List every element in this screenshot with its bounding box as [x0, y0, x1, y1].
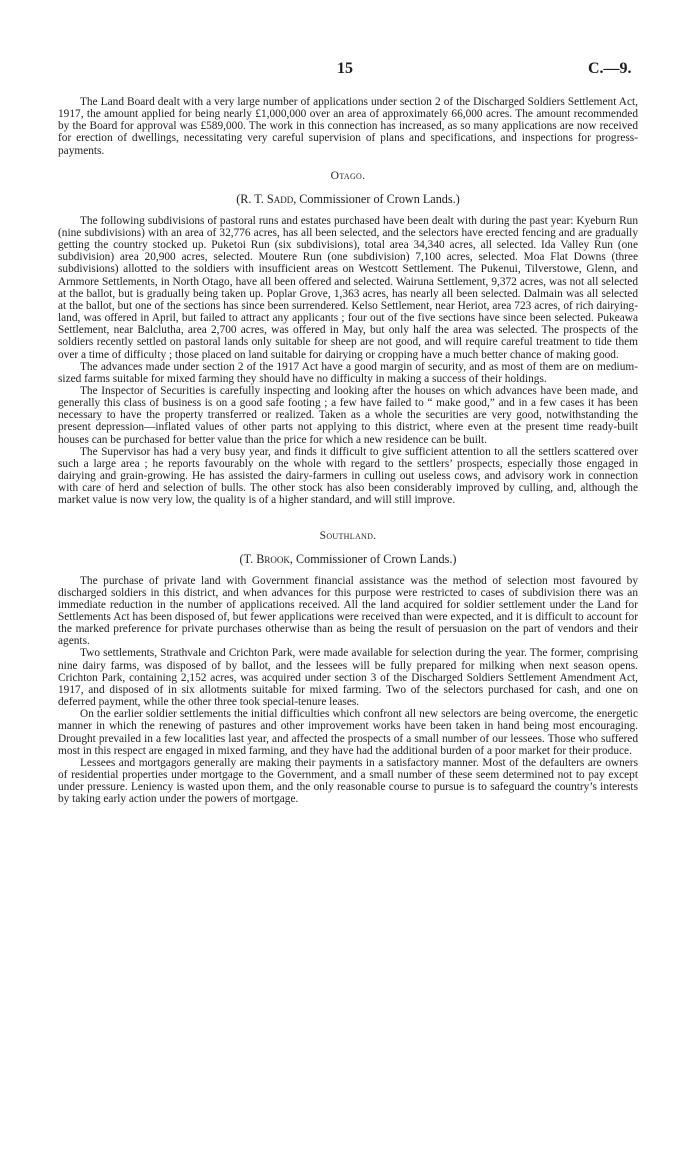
page-number: 15	[337, 60, 353, 77]
spacer	[58, 157, 638, 169]
otago-paragraph-2: The advances made under section 2 of the 1917 Act have a good margin of security, and as most of them are on medium-sized farms suitable for mixed farming they should have no difficulty in making a success of their holdings.	[58, 360, 638, 385]
commissioner-title-otago: , Commissioner of Crown Lands.)	[293, 191, 460, 206]
document-body	[58, 96, 638, 806]
section-southland	[58, 529, 638, 806]
spacer	[58, 566, 638, 575]
page-header	[0, 60, 700, 80]
section-heading-southland: Southland.	[319, 528, 377, 542]
spacer	[58, 183, 638, 192]
section-heading-otago: Otago.	[330, 168, 366, 182]
commissioner-open-paren: (	[239, 551, 244, 566]
southland-paragraph-3: On the earlier soldier settlements the initial difficulties which confront all new selectors are being overcome, the energetic manner in which the renewing of pastures and other improvement works have been taken in hand being most encouraging. Drought prevailed in a few localities last year, and affected the prospects of a small number of our lessees. Those who suffered most in this respect are engaged in mixed farming, and they have had the additional burden of a poor market for their produce.	[58, 708, 638, 757]
commissioner-name-otago: R. T. Sadd	[240, 191, 294, 206]
southland-paragraph-4: Lessees and mortgagors generally are making their payments in a satisfactory manner. Most of the defaulters are owners of residential properties under mortgage to the Government, and a small number of these seem determined not to pay except under pressure. Leniency is wasted upon them, and the only reasonable course to pursue is to safeguard the country’s interests by taking early action under the powers of mortgage.	[58, 756, 638, 806]
document-reference: C.—9.	[588, 60, 632, 77]
commissioner-title-southland: , Commissioner of Crown Lands.)	[289, 551, 457, 566]
intro-paragraph: The Land Board dealt with a very large number of applications under section 2 of the Discharged Soldiers Settlement Act, 1917, the amount applied for being nearly £1,000,000 over an area of approximately 66,000 acres. The amount recommended by the Board for approval was £589,000. The work in this connection has increased, as so many applications are now received for erection of dwellings, necessitating very careful supervision of plans and specifications, and inspections for progress-payments.	[58, 96, 638, 157]
southland-paragraph-1: The purchase of private land with Government financial assistance was the method of selection most favoured by discharged soldiers in this district, and when advances for this purpose were restricted to cases of subdivision there was an immediate reduction in the number of applications received. All the land acquired for soldier settlement under the Land for Settlements Act has been disposed of, but fewer applications were received than were expected, and it is difficult to account for the marked preference for private purchases otherwise than as being the result of persuasion on the part of vendors and their agents.	[58, 574, 638, 648]
otago-paragraph-3: The Inspector of Securities is carefully inspecting and looking after the houses on which advances have been made, and generally this class of business is on a good safe footing ; a few have failed to “ make good,” and in a few cases it has been necessary to have the property transferred or realized. Taken as a whole the securities are very good, notwithstanding the present depression—inflated values of other parts not applying to this district, where even at the present time ready-built houses can be purchased for better value than the price for which a new residence can be built.	[58, 384, 638, 446]
southland-paragraph-2: Two settlements, Strathvale and Crichton Park, were made available for selection during the year. The former, comprising nine dairy farms, was disposed of by ballot, and the lessees will be fully prepared for milking when next season opens. Crichton Park, containing 2,152 acres, was acquired under section 3 of the Discharged Soldiers Settlement Amendment Act, 1917, and disposed of in six allotments suitable for mixed farming. Two of the selectors purchased for cash, and one on deferred payment, while the other three took special-tenure leases.	[58, 647, 638, 709]
commissioner-line-southland	[58, 552, 638, 566]
section-otago	[58, 169, 638, 507]
otago-paragraph-1: The following subdivisions of pastoral runs and estates purchased have been dealt with during the past year: Kyeburn Run (nine subdivisions) with an area of 32,776 acres, has all been selected, and the selectors have erected fencing and are gradually getting the country stocked up. Puketoi Run (six subdivisions), total area 34,340 acres, all selected. Ida Valley Run (one subdivision) area 20,900 acres, selected. Moutere Run (one subdivision) 7,100 acres, selected. Moa Flat Downs (three subdivisions) allotted to the soldiers with insufficient areas on Westcott Settlement. The Pukenui, Tilverstowe, Glenn, and Arnmore Settlements, in North Otago, have all been offered and selected. Wairuna Settlement, 9,372 acres, was not all selected at the ballot, but is gradually being taken up. Poplar Grove, 1,363 acres, has nearly all been selected. Dalmain was all selected at the ballot, but one of the sections has since been surrendered. Kelso Settlement, near Heriot, area 723 acres, of rich dairying-land, was offered in April, but failed to attract any applicants ; four out of the five sections have since been selected. Pukeawa Settlement, near Balclutha, area 2,700 acres, was offered in May, but only half the area was selected. The prospects of the soldiers recently settled on pastoral lands only suitable for sheep are not good, and will require careful treatment to tide them over a time of difficulty ; those placed on land suitable for dairying or cropping have a much better chance of making good.	[58, 214, 638, 361]
commissioner-open-paren: (	[236, 191, 241, 206]
spacer	[58, 206, 638, 215]
commissioner-name-southland: T. Brook	[243, 551, 290, 566]
spacer	[58, 543, 638, 552]
spacer	[58, 507, 638, 529]
commissioner-line-otago	[58, 192, 638, 206]
otago-paragraph-4: The Supervisor has had a very busy year, and finds it difficult to give sufficient attention to all the settlers scattered over such a large area ; he reports favourably on the whole with regard to the settlers’ prospects, especially those engaged in dairying and grain-growing. He has assisted the dairy-farmers in culling out useless cows, and advisory work in connection with care of herd and selection of bulls. The other stock has also been considerably improved by culling, and, although the market value is now very low, the quality is of a higher standard, and will still improve.	[58, 445, 638, 507]
